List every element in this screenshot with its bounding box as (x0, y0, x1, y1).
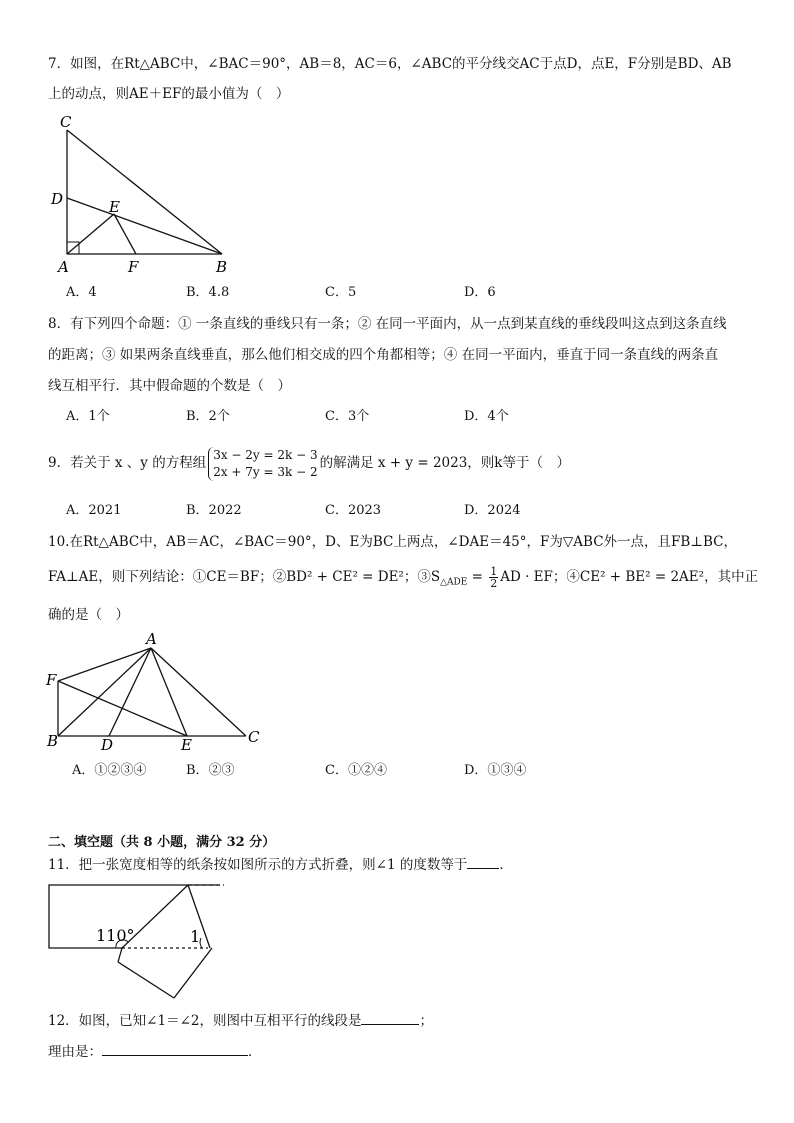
q10-triangle-figure (44, 628, 274, 753)
q7-label-F: F (128, 258, 139, 276)
q10-option-a: A．①②③④ (72, 763, 147, 778)
q7-option-d: D．6 (464, 285, 496, 300)
q8-line2: 的距离；③ 如果两条直线垂直，那么他们相交成的四个角都相等；④ 在同一平面内，垂直于同一条直线的两条直 (48, 347, 719, 363)
q10-label-E: E (181, 736, 192, 754)
q10-label-C: C (248, 728, 260, 746)
q9-option-b: B．2022 (186, 503, 242, 518)
q8-option-b: B．2个 (186, 409, 230, 424)
q10-frac-num: 1 (490, 565, 498, 578)
q10-label-F: F (46, 671, 57, 689)
q9-option-d: D．2024 (464, 503, 521, 518)
q10-line2-a: FA⊥AE，则下列结论：①CE＝BF；②BD² + CE² = DE²；③S (48, 569, 441, 585)
q8-option-c: C．3个 (325, 409, 370, 424)
q7-option-a: A．4 (66, 285, 97, 300)
q11-folded-strip-figure (40, 878, 240, 1003)
q11-stem (48, 856, 513, 874)
q10-label-B: B (47, 732, 59, 750)
q7-label-C: C (60, 113, 72, 131)
q7-label-B: B (216, 258, 228, 276)
q7-option-c: C．5 (325, 285, 357, 300)
q9-eq1: 3x − 2y = 2k − 3 (213, 447, 318, 462)
section-title: 二、填空题（共 8 小题，满分 32 分） (48, 835, 276, 850)
q7-label-D: D (51, 190, 64, 208)
q12-end: ； (419, 1013, 433, 1029)
q9-option-a: A．2021 (66, 503, 122, 518)
q12-text: 12．如图，已知∠1＝∠2，则图中互相平行的线段是 (48, 1013, 362, 1029)
q12-answer-blank[interactable] (361, 1024, 419, 1025)
q7-label-E: E (109, 198, 120, 216)
q12-reason-label: 理由是： (48, 1044, 102, 1060)
q8-option-d: D．4个 (464, 409, 509, 424)
q10-line2-c: AD · EF；④CE² + BE² = 2AE²，其中正 (500, 569, 759, 585)
q9-suffix: 的解满足 x + y = 2023，则k等于（ ） (319, 455, 570, 471)
q10-line3: 确的是（ ） (48, 607, 129, 623)
q8-option-a: A．1个 (66, 409, 110, 424)
q10-fraction (489, 566, 498, 589)
q7-line2: 上的动点，则AE＋EF的最小值为（ ） (48, 86, 290, 102)
q9-option-c: C．2023 (325, 503, 382, 518)
q7-line1: 7．如图，在Rt△ABC中，∠BAC＝90°，AB＝8，AC＝6，∠ABC的平分线交AC于点D，点E，F分别是BD、AB (48, 56, 732, 72)
q11-text: 11．把一张宽度相等的纸条按如图所示的方式折叠，则∠1 的度数等于 (48, 857, 468, 873)
q10-option-c: C．①②④ (325, 763, 387, 778)
q10-frac-den: 2 (490, 577, 498, 590)
q8-line3: 线互相平行．其中假命题的个数是（ ） (48, 378, 291, 394)
q9-equation-system (208, 447, 317, 481)
q12-stem (48, 1012, 433, 1030)
q9-eq2: 2x + 7y = 3k − 2 (213, 464, 318, 479)
q10-line1: 10.在Rt△ABC中，AB＝AC，∠BAC＝90°，D、E为BC上两点，∠DAE＝45°，F为▽ABC外一点，且FB⊥BC， (48, 534, 738, 550)
q10-line2-b: = (467, 569, 488, 585)
q9-stem (48, 443, 570, 483)
q10-option-b: B．②③ (186, 763, 235, 778)
q12-reason-blank[interactable] (102, 1055, 248, 1056)
q9-prefix: 9．若关于 x 、y 的方程组 (48, 455, 207, 471)
q12-reason-line (48, 1043, 262, 1061)
q7-option-b: B．4.8 (186, 285, 230, 300)
q11-answer-blank[interactable] (467, 868, 499, 869)
q7-label-A: A (58, 258, 69, 276)
q10-option-d: D．①③④ (464, 763, 527, 778)
q10-label-A: A (146, 630, 157, 648)
q11-angle-1-label: 1 (190, 927, 201, 946)
q11-angle-110-label: 110° (96, 926, 135, 945)
q7-triangle-figure (48, 110, 248, 280)
q12-reason-end: ． (248, 1044, 262, 1060)
q10-line2 (48, 561, 758, 599)
q11-end: ． (499, 857, 513, 873)
q10-label-D: D (101, 736, 114, 754)
q8-line1: 8．有下列四个命题：① 一条直线的垂线只有一条；② 在同一平面内，从一点到某直线的垂线段叫这点到这条直线 (48, 316, 727, 332)
q10-line2-sub: △ADE (440, 577, 468, 588)
